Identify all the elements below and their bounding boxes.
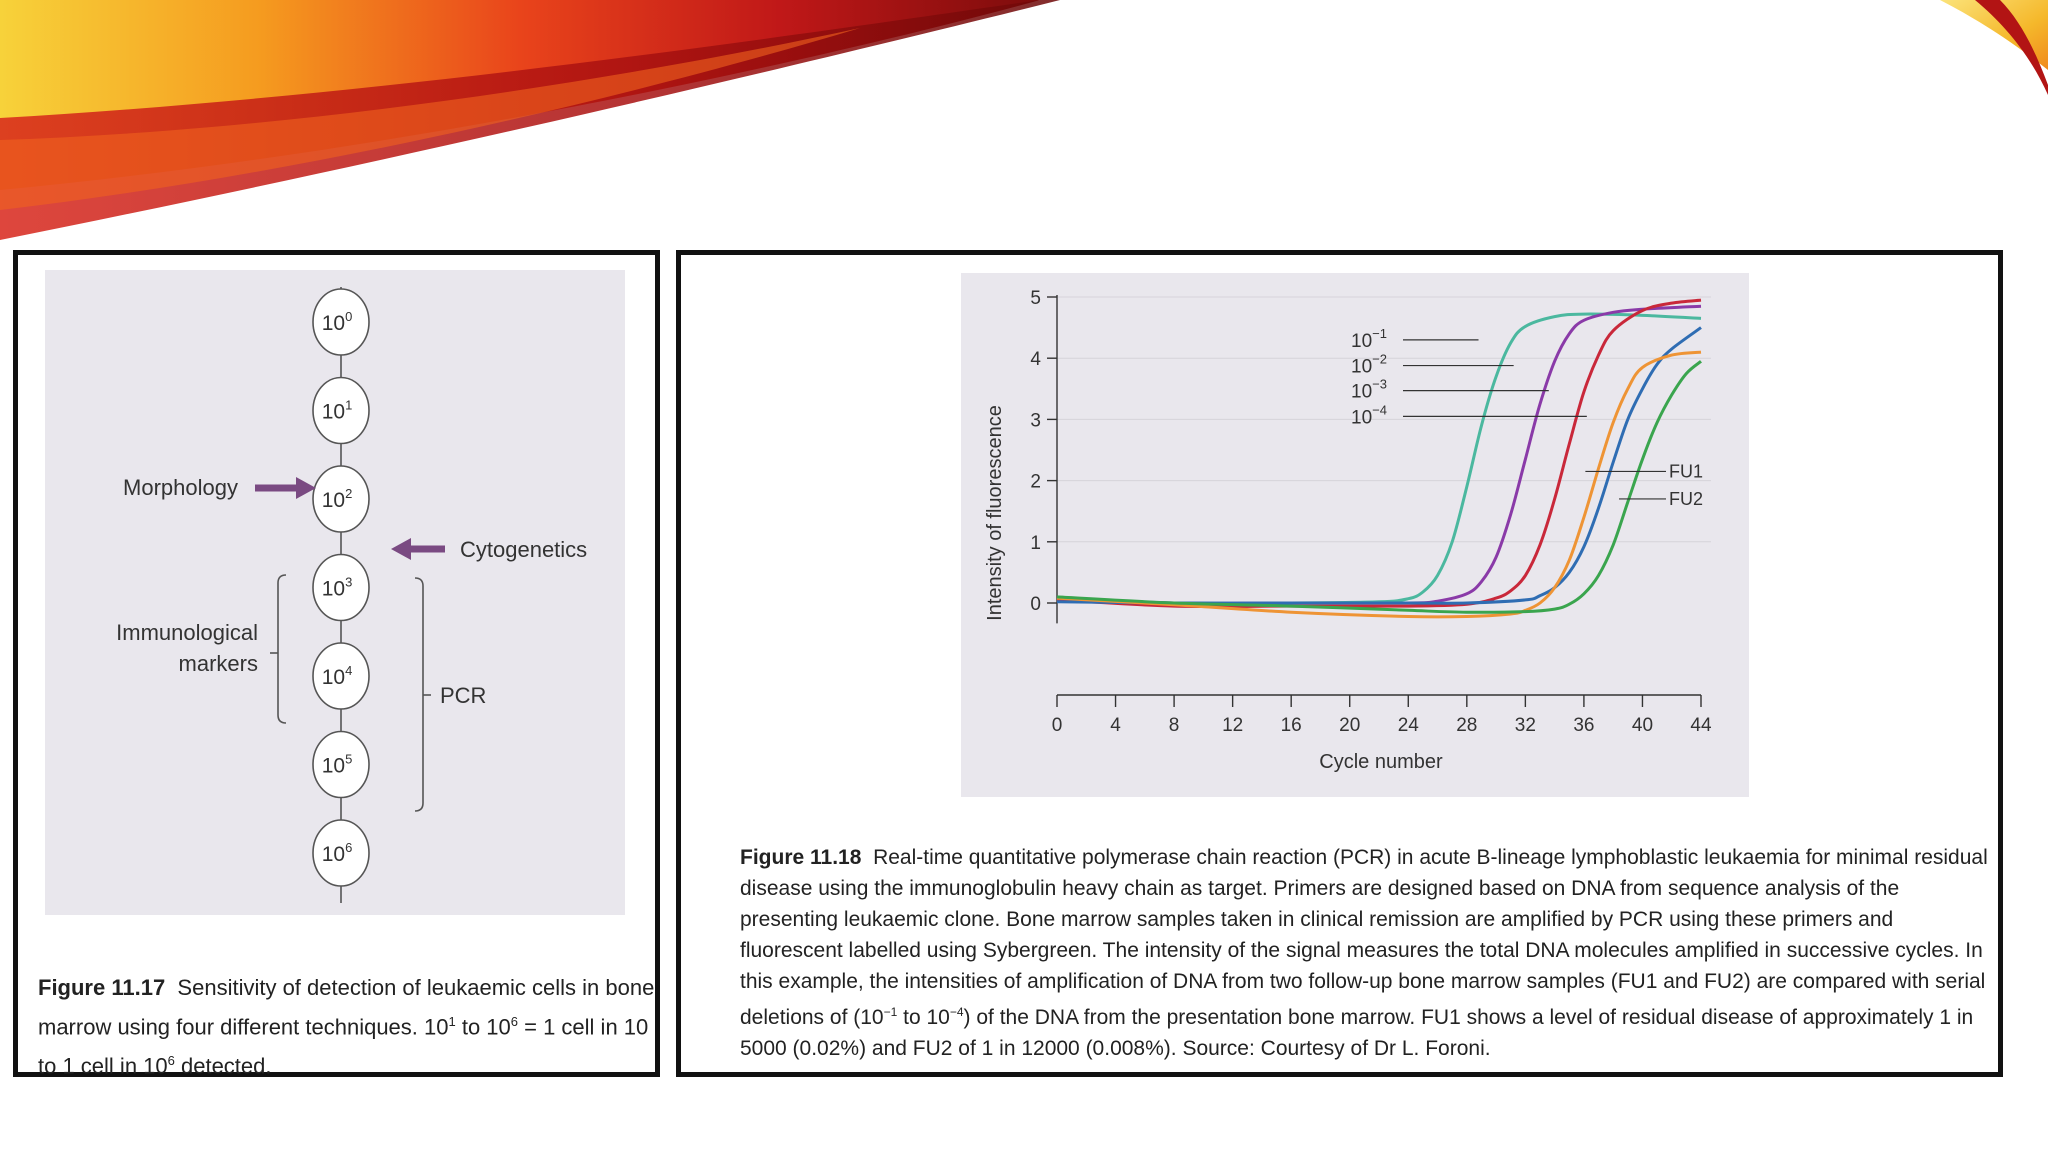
caption-sup-2: −4: [949, 1005, 964, 1019]
y-tick-label-0: 0: [1030, 594, 1041, 615]
series-label-3: $10^{-4}$: [1351, 402, 1387, 429]
series-label-4: FU1: [1669, 461, 1704, 482]
morphology-label: Morphology: [123, 475, 238, 500]
node-1-label: $10^1$: [321, 397, 353, 424]
x-axis-label: Cycle number: [1319, 751, 1443, 773]
series-label-2: $10^{-3}$: [1351, 376, 1387, 403]
sensitivity-ladder-diagram: [18, 255, 655, 920]
cytogenetics-label: Cytogenetics: [460, 537, 588, 562]
caption-text-b: to 10: [897, 1006, 950, 1029]
immunological-label-line1: Immunological: [116, 620, 258, 645]
node-6-label: $10^6$: [321, 840, 353, 866]
header-swoosh-graphic: [0, 0, 2048, 250]
caption-sup-1: −1: [883, 1005, 898, 1019]
y-tick-label-2: 2: [1030, 471, 1041, 493]
y-tick-label-1: 1: [1030, 532, 1041, 554]
series-label-5: FU2: [1669, 488, 1704, 509]
caption-text-c: ) of the DNA from the presentation bone marrow. FU1 shows a level of residual disease of approximately 1 in 5000 (0.02%) and FU2 of 1 in 12000 (0.008%). Source: Courtesy of Dr L. Foroni.: [740, 1006, 1974, 1060]
caption-text-a: Real-time quantitative polymerase chain reaction (PCR) in acute B-lineage lymphoblastic leukaemia for minimal residual disease using the immunoglobulin heavy chain as target. Primers are designed based on DNA from sequence analysis of the presenting leukaemic clone. Bone marrow samples taken in clinical remission are amplified by PCR using these primers and fluorescent labelled using Sybergreen. The intensity of the signal measures the total DNA molecules amplified in successive cycles. In this example, the intensities of amplification of DNA from two follow-up bone marrow samples (FU1 and FU2) are compared with serial deletions of (10: [740, 846, 1988, 1029]
pcr-amplification-chart: [681, 255, 1998, 815]
figure-11-17-panel: [13, 250, 660, 1077]
figure-11-17-caption: [38, 971, 658, 1084]
caption-text-a: Sensitivity of detection of leukaemic cells in bone marrow using four different techniques. 10: [38, 975, 655, 1040]
y-tick-label-3: 3: [1030, 410, 1041, 432]
x-tick-label-24: 24: [1397, 715, 1419, 736]
immunological-label-line2: markers: [178, 651, 258, 676]
y-tick-label-4: 4: [1030, 349, 1041, 371]
x-tick-label-12: 12: [1222, 715, 1244, 736]
x-tick-label-4: 4: [1110, 715, 1121, 736]
y-axis-label: Intensity of fluorescence: [984, 405, 1006, 621]
series-label-1: $10^{-2}$: [1351, 351, 1387, 378]
caption-text-d: detected.: [174, 1053, 272, 1079]
x-tick-label-0: 0: [1051, 715, 1063, 736]
caption-sup-3: 6: [167, 1053, 175, 1069]
node-0-label: $10^0$: [321, 309, 353, 335]
y-tick-label-5: 5: [1030, 288, 1041, 309]
x-tick-label-36: 36: [1573, 715, 1595, 736]
pcr-label: PCR: [440, 683, 487, 708]
node-4-label: $10^4$: [321, 663, 353, 689]
caption-sup-2: 6: [510, 1014, 519, 1029]
x-tick-label-16: 16: [1280, 715, 1302, 736]
node-2-label: $10^2$: [321, 486, 353, 512]
figure-11-18-label: Figure 11.18: [740, 846, 862, 869]
x-tick-label-44: 44: [1690, 715, 1712, 736]
caption-text-c: = 1 cell in 10 to 1 cell in 10: [38, 1014, 649, 1079]
node-5-label: $10^5$: [321, 751, 353, 778]
node-3-label: $10^3$: [321, 574, 353, 601]
x-tick-label-28: 28: [1456, 715, 1478, 736]
figure-11-18-panel: [676, 250, 2003, 1077]
caption-sup-1: 1: [448, 1014, 456, 1029]
series-label-0: $10^{-1}$: [1351, 325, 1387, 352]
x-tick-label-20: 20: [1339, 715, 1361, 736]
figure-11-18-caption: [740, 842, 1990, 1064]
x-tick-label-40: 40: [1631, 715, 1654, 736]
x-tick-label-32: 32: [1514, 715, 1536, 736]
x-tick-label-8: 8: [1168, 715, 1180, 736]
caption-text-b: to 10: [455, 1014, 511, 1040]
figure-11-17-label: Figure 11.17: [38, 975, 166, 1000]
